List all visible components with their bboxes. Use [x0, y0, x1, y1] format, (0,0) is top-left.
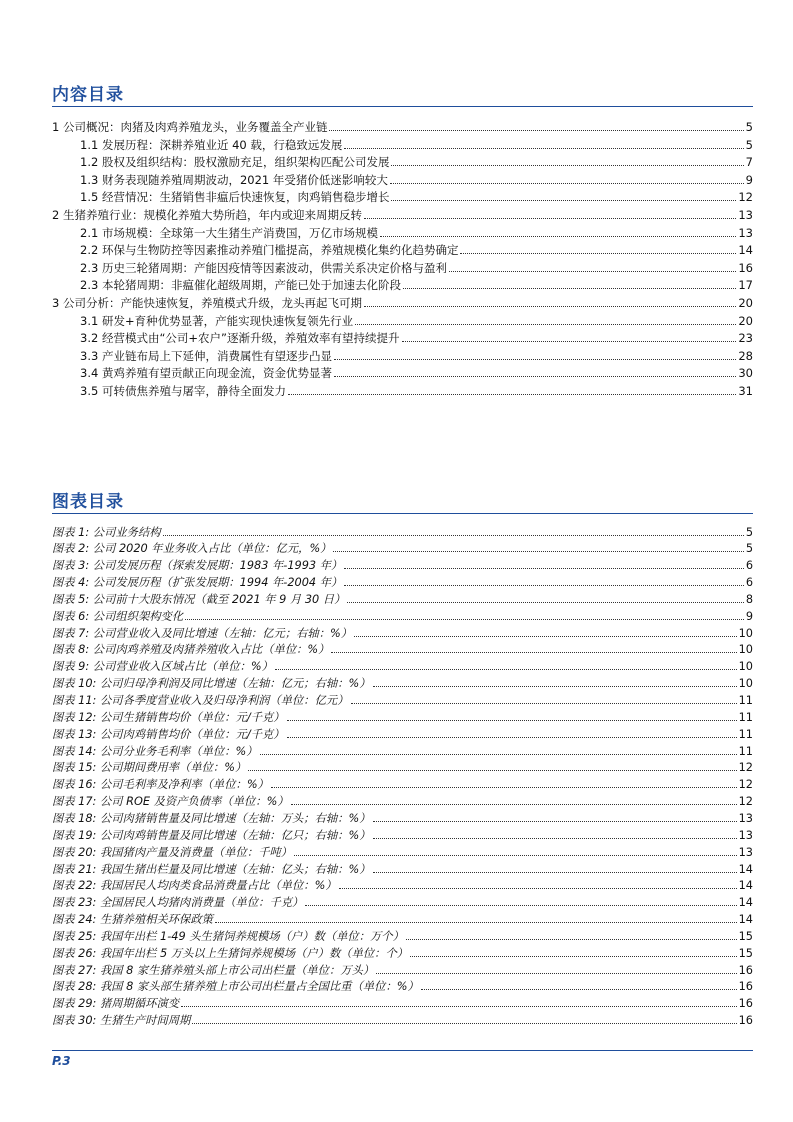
- figure-entry[interactable]: [52, 775, 753, 792]
- figure-entry[interactable]: [52, 910, 753, 927]
- figure-entry-label: 图表 17: 公司 ROE 及资产负债率（单位：%）: [52, 795, 289, 809]
- figure-entry-label: 图表 10: 公司归母净利润及同比增速（左轴：亿元；右轴：%）: [52, 677, 371, 691]
- figure-entry-page: 15: [738, 946, 753, 960]
- toc-leader-dots: [364, 218, 736, 219]
- figure-leader-dots: [347, 602, 743, 603]
- figure-entry[interactable]: [52, 691, 753, 708]
- figure-leader-dots: [271, 787, 737, 788]
- figure-leader-dots: [305, 905, 736, 906]
- figure-entry-page: 8: [745, 592, 753, 606]
- figure-leader-dots: [291, 804, 737, 805]
- figure-entry[interactable]: [52, 707, 753, 724]
- figure-entry-label: 图表 7: 公司营业收入及同比增速（左轴：亿元；右轴：%）: [52, 626, 353, 640]
- figure-entry[interactable]: [52, 859, 753, 876]
- figure-entry-page: 9: [745, 609, 753, 623]
- figure-leader-dots: [344, 585, 744, 586]
- figure-leader-dots: [373, 686, 737, 687]
- figure-entry-label: 图表 27: 我国 8 家生猪养殖头部上市公司出栏量（单位：万头）: [52, 963, 375, 977]
- figure-entry-label: 图表 15: 公司期间费用率（单位：%）: [52, 761, 247, 775]
- toc-entry-label: 3 公司分析：产能快速恢复，养殖模式升级，龙头再起飞可期: [52, 296, 362, 310]
- toc-entry[interactable]: [80, 275, 753, 292]
- figure-entry-label: 图表 20: 我国猪肉产量及消费量（单位：千吨）: [52, 845, 293, 859]
- figure-entry-page: 15: [738, 929, 753, 943]
- figure-entry-page: 16: [738, 980, 753, 994]
- figure-leader-dots: [373, 872, 737, 873]
- figure-leader-dots: [248, 770, 736, 771]
- toc-leader-dots: [380, 236, 736, 237]
- figure-entry-page: 12: [738, 795, 753, 809]
- toc-entry-page: 20: [738, 296, 753, 310]
- toc-leader-dots: [390, 183, 744, 184]
- figure-entry-label: 图表 13: 公司肉鸡销售均价（单位：元/千克）: [52, 727, 285, 741]
- figure-entry[interactable]: [52, 657, 753, 674]
- figure-leader-dots: [410, 956, 737, 957]
- figure-leader-dots: [275, 669, 737, 670]
- toc-entry[interactable]: [80, 363, 753, 380]
- figure-entry[interactable]: [52, 876, 753, 893]
- figure-leader-dots: [331, 652, 736, 653]
- toc-entry-page: 7: [745, 155, 753, 170]
- figure-entry-page: 11: [738, 694, 753, 707]
- toc-entry[interactable]: [80, 152, 753, 169]
- toc-entry[interactable]: [80, 381, 753, 398]
- figure-entry[interactable]: [52, 1011, 753, 1028]
- toc-leader-dots: [449, 271, 736, 272]
- figure-leader-dots: [181, 1006, 737, 1007]
- figure-entry-page: 12: [738, 778, 753, 792]
- toc-entry-label: 1 公司概况：肉猪及肉鸡养殖龙头，业务覆盖全产业链: [52, 120, 328, 134]
- figure-leader-dots: [260, 754, 737, 755]
- toc-entry-page: 13: [738, 208, 753, 222]
- toc-entry[interactable]: [80, 240, 753, 257]
- figure-entry[interactable]: [52, 573, 753, 590]
- figures-title-rule: [52, 513, 753, 514]
- figure-entry-page: 12: [738, 761, 753, 775]
- toc-leader-dots: [329, 130, 743, 131]
- figure-leader-dots: [351, 703, 737, 704]
- figure-entry-page: 13: [738, 845, 753, 859]
- figure-entry-label: 图表 25: 我国年出栏 1-49 头生猪饲养规模场（户）数（单位：万个）: [52, 929, 404, 943]
- figure-entry-label: 图表 5: 公司前十大股东情况（截至 2021 年 9 月 30 日）: [52, 592, 346, 606]
- figure-entry[interactable]: [52, 926, 753, 943]
- toc-entry-page: 14: [738, 243, 753, 258]
- toc-entry-page: 12: [738, 190, 753, 205]
- figure-entry-page: 6: [745, 559, 753, 573]
- figure-entry-label: 图表 26: 我国年出栏 5 万头以上生猪饲养规模场（户）数（单位：个）: [52, 946, 409, 960]
- toc-entry[interactable]: [80, 311, 753, 328]
- figure-entry[interactable]: [52, 758, 753, 775]
- figures-title: 图表目录: [52, 492, 124, 512]
- figure-leader-dots: [185, 619, 744, 620]
- toc-entry-label: 1.5 经营情况：生猪销售非瘟后快速恢复，肉鸡销售稳步增长: [80, 190, 390, 205]
- figure-leader-dots: [339, 888, 737, 889]
- figure-entry-page: 16: [738, 1014, 753, 1028]
- page-number: P.3: [52, 1054, 71, 1068]
- figure-entry[interactable]: [52, 977, 753, 994]
- toc-entry-label: 2.3 本轮猪周期：非瘟催化超级周期，产能已处于加速去化阶段: [80, 278, 401, 293]
- figure-entry-page: 5: [745, 542, 753, 556]
- figure-entry-label: 图表 28: 我国 8 家头部生猪养殖上市公司出栏量占全国比重（单位：%）: [52, 980, 419, 994]
- figure-leader-dots: [406, 939, 737, 940]
- toc-entry-label: 3.1 研发+育种优势显著，产能实现快速恢复领先行业: [80, 313, 354, 328]
- figure-entry-page: 11: [738, 744, 753, 758]
- toc-entry-page: 23: [738, 331, 753, 346]
- figure-leader-dots: [421, 989, 737, 990]
- figure-entry-label: 图表 6: 公司组织架构变化: [52, 609, 184, 623]
- figure-entry[interactable]: [52, 960, 753, 977]
- toc-entry-label: 3.3 产业链布局上下延伸，消费属性有望逐步凸显: [80, 348, 332, 363]
- toc-leader-dots: [355, 324, 736, 325]
- figure-leader-dots: [344, 568, 744, 569]
- figure-leader-dots: [354, 636, 737, 637]
- toc-entry-page: 17: [738, 278, 753, 293]
- figure-entry-label: 图表 23: 全国居民人均猪肉消费量（单位：千克）: [52, 896, 304, 910]
- figure-entry-page: 14: [738, 879, 753, 893]
- figure-entry[interactable]: [52, 589, 753, 606]
- figure-leader-dots: [215, 922, 737, 923]
- toc-entry-page: 5: [745, 120, 753, 134]
- figure-entry-label: 图表 11: 公司各季度营业收入及归母净利润（单位：亿元）: [52, 694, 349, 707]
- toc-entry[interactable]: [52, 205, 753, 222]
- toc-leader-dots: [334, 376, 736, 377]
- figure-entry[interactable]: [52, 674, 753, 691]
- figure-entry[interactable]: [52, 825, 753, 842]
- toc-entry[interactable]: [80, 223, 753, 240]
- figure-leader-dots: [192, 1023, 736, 1024]
- toc-entry-label: 3.2 经营模式由“公司+农户”逐渐升级，养殖效率有望持续提升: [80, 331, 400, 346]
- toc-leader-dots: [334, 359, 736, 360]
- figure-leader-dots: [287, 737, 737, 738]
- figure-leader-dots: [333, 551, 743, 552]
- toc-entry-label: 2.3 历史三轮猪周期：产能因疫情等因素波动，供需关系决定价格与盈利: [80, 260, 447, 275]
- toc-entry-page: 13: [738, 225, 753, 240]
- figure-entry-page: 11: [738, 710, 753, 724]
- toc-entry-page: 16: [738, 260, 753, 275]
- toc-leader-dots: [364, 306, 736, 307]
- toc-entry-label: 3.4 黄鸡养殖有望贡献正向现金流，资金优势显著: [80, 366, 332, 381]
- toc-entry[interactable]: [52, 117, 753, 134]
- toc-leader-dots: [288, 394, 736, 395]
- figure-entry-label: 图表 9: 公司营业收入区域占比（单位：%）: [52, 660, 273, 674]
- toc-entry-label: 1.2 股权及组织结构：股权激励充足，组织架构匹配公司发展: [80, 155, 390, 170]
- figure-entry[interactable]: [52, 792, 753, 809]
- toc-entry[interactable]: [80, 170, 753, 187]
- figure-entry-label: 图表 30: 生猪生产时间周期: [52, 1014, 191, 1028]
- figure-entry-page: 14: [738, 896, 753, 910]
- toc-entry[interactable]: [80, 187, 753, 204]
- toc-leader-dots: [344, 148, 743, 149]
- figure-entry-label: 图表 18: 公司肉猪销售量及同比增速（左轴：万头；右轴：%）: [52, 811, 371, 825]
- figure-entry-page: 6: [745, 576, 753, 590]
- figure-entry[interactable]: [52, 842, 753, 859]
- figure-leader-dots: [287, 720, 737, 721]
- figure-entry-page: 13: [738, 828, 753, 842]
- figure-entry-page: 10: [738, 643, 753, 657]
- figure-entry-page: 10: [738, 677, 753, 691]
- toc-entry-page: 9: [745, 172, 753, 187]
- figure-entry-label: 图表 14: 公司分业务毛利率（单位：%）: [52, 744, 258, 758]
- figure-entry-label: 图表 19: 公司肉鸡销售量及同比增速（左轴：亿只；右轴：%）: [52, 828, 371, 842]
- figure-entry[interactable]: [52, 522, 753, 539]
- figure-entry-label: 图表 12: 公司生猪销售均价（单位：元/千克）: [52, 710, 285, 724]
- figure-leader-dots: [373, 838, 737, 839]
- toc-leader-dots: [460, 253, 736, 254]
- figure-entry-page: 14: [738, 913, 753, 927]
- toc-entry-label: 2 生猪养殖行业：规模化养殖大势所趋，年内或迎来周期反转: [52, 208, 362, 222]
- figure-entry-page: 16: [738, 997, 753, 1011]
- toc-entry[interactable]: [52, 293, 753, 310]
- figure-leader-dots: [373, 821, 737, 822]
- toc-entry-page: 30: [738, 366, 753, 381]
- toc-entry-label: 2.2 环保与生物防控等因素推动养殖门槛提高，养殖规模化集约化趋势确定: [80, 243, 459, 258]
- figure-entry-page: 5: [745, 525, 753, 539]
- toc-entry[interactable]: [80, 258, 753, 275]
- figure-entry-page: 11: [738, 727, 753, 741]
- figure-entry-label: 图表 2: 公司 2020 年业务收入占比（单位：亿元，%）: [52, 542, 332, 556]
- toc-entry[interactable]: [80, 328, 753, 345]
- figure-entry[interactable]: [52, 994, 753, 1011]
- figure-entry[interactable]: [52, 623, 753, 640]
- figure-entry-label: 图表 1: 公司业务结构: [52, 525, 161, 539]
- toc-entry-page: 31: [738, 384, 753, 398]
- toc-title-rule: [52, 106, 753, 107]
- toc-entry-page: 5: [745, 137, 753, 152]
- figure-entry-label: 图表 4: 公司发展历程（扩张发展期：1994 年-2004 年）: [52, 576, 343, 590]
- figure-entry[interactable]: [52, 808, 753, 825]
- figure-entry[interactable]: [52, 893, 753, 910]
- figure-entry-label: 图表 29: 猪周期循环演变: [52, 997, 180, 1011]
- figure-entry[interactable]: [52, 556, 753, 573]
- toc-leader-dots: [391, 200, 736, 201]
- toc-leader-dots: [403, 288, 736, 289]
- figure-entry-page: 10: [738, 660, 753, 674]
- figure-entry[interactable]: [52, 539, 753, 556]
- toc-entry-label: 3.5 可转债焦养殖与屠宰，静待全面发力: [80, 384, 286, 398]
- figure-leader-dots: [294, 855, 737, 856]
- figure-entry-page: 10: [738, 626, 753, 640]
- toc-entry-page: 20: [738, 313, 753, 328]
- figure-entry-page: 16: [738, 963, 753, 977]
- figure-entry[interactable]: [52, 606, 753, 623]
- toc-title: 内容目录: [52, 85, 124, 105]
- footer-rule: [52, 1050, 753, 1051]
- figure-entry[interactable]: [52, 724, 753, 741]
- figure-entry-label: 图表 3: 公司发展历程（探索发展期：1983 年-1993 年）: [52, 559, 343, 573]
- figure-entry-label: 图表 24: 生猪养殖相关环保政策: [52, 913, 213, 927]
- figure-entry-label: 图表 16: 公司毛利率及净利率（单位：%）: [52, 778, 269, 792]
- figure-entry-label: 图表 21: 我国生猪出栏量及同比增速（左轴：亿头；右轴：%）: [52, 862, 371, 876]
- figure-entry[interactable]: [52, 943, 753, 960]
- toc-entry[interactable]: [80, 346, 753, 363]
- figure-leader-dots: [163, 535, 744, 536]
- figure-entry-page: 13: [738, 811, 753, 825]
- toc-entry-page: 28: [738, 348, 753, 363]
- toc-entry-label: 1.1 发展历程：深耕养殖业近 40 载，行稳致远发展: [80, 137, 343, 152]
- toc-entry[interactable]: [80, 135, 753, 152]
- toc-leader-dots: [402, 341, 737, 342]
- figure-entry[interactable]: [52, 741, 753, 758]
- toc-entry-label: 2.1 市场规模：全球第一大生猪生产消费国，万亿市场规模: [80, 225, 378, 240]
- toc-entry-label: 1.3 财务表现随养殖周期波动，2021 年受猪价低迷影响较大: [80, 172, 388, 187]
- toc-leader-dots: [391, 165, 743, 166]
- figure-entry[interactable]: [52, 640, 753, 657]
- figure-entry-page: 14: [738, 862, 753, 876]
- figure-entry-label: 图表 8: 公司肉鸡养殖及肉猪养殖收入占比（单位：%）: [52, 643, 330, 657]
- figure-entry-label: 图表 22: 我国居民人均肉类食品消费量占比（单位：%）: [52, 879, 337, 893]
- figure-leader-dots: [376, 973, 736, 974]
